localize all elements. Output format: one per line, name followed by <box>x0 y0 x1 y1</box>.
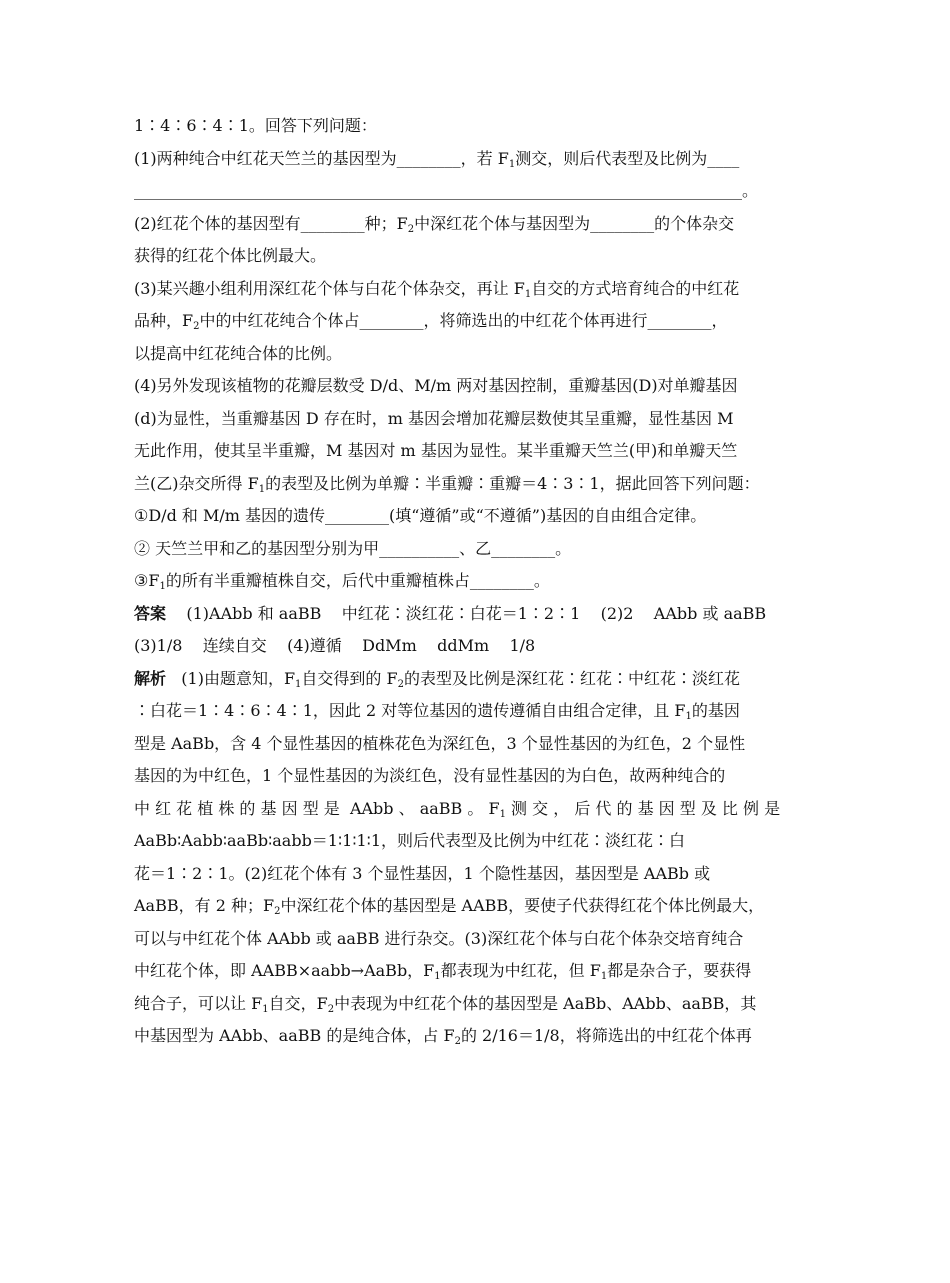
answer-line-2 <box>134 636 824 656</box>
text-segment: (3)某兴趣小组利用深红花个体与白花个体杂交，再让 F <box>134 278 525 298</box>
subscript: 2 <box>397 678 404 690</box>
analysis-line <box>134 669 824 689</box>
text-segment: 的表型及比例是深红花∶红花∶中红花∶淡红花 <box>404 668 741 688</box>
text-segment: (d)为显性，当重瓣基因 D 存在时，m 基因会增加花瓣层数使其呈重瓣，显性基因 M <box>134 408 734 428</box>
section-label: 答案 <box>134 603 167 623</box>
text-segment: 获得的红花个体比例最大。 <box>134 246 327 265</box>
subscript: 1 <box>295 678 302 690</box>
text-segment: 纯合子，可以让 F <box>134 993 263 1013</box>
text-segment: 无此作用，使其呈半重瓣，M 基因对 m 基因为显性。某半重瓣天竺兰(甲)和单瓣天竺 <box>134 441 738 460</box>
text-segment: 1∶4∶6∶4∶1。回答下列问题： <box>134 116 377 135</box>
text-segment: (1)由题意知，F <box>166 668 296 688</box>
text-segment: 兰(乙)杂交所得 F <box>134 473 259 493</box>
text-segment: 自交的方式培育纯合的中红花 <box>531 278 740 298</box>
subscript: 1 <box>258 483 266 495</box>
text-line-4 <box>134 214 824 234</box>
text-segment: 中的中红花纯合个体占________，将筛选出的中红花个体再进行________， <box>199 311 728 330</box>
text-segment: 花＝1∶2∶1。(2)红花个体有 3 个显性基因，1 个隐性基因，基因型是 AABb 或 <box>134 863 711 883</box>
text-segment: (3)1/8 连续自交 (4)遵循 DdMm ddMm 1/8 <box>134 636 536 655</box>
text-segment: 测 交 ， 后 代 的 基 因 型 及 比 例 是 <box>505 798 781 818</box>
subscript: 2 <box>193 321 200 332</box>
text-segment: 可以与中红花个体 AAbb 或 aaBB 进行杂交。(3)深红花个体与白花个体杂交培育纯合 <box>134 928 744 948</box>
text-segment: ____________________________________________________________________________。 <box>134 181 758 200</box>
text-segment: 都是杂合子，要获得 <box>607 961 752 980</box>
subscript: 1 <box>262 1003 269 1015</box>
text-segment: 测交，则后代表型及比例为____ <box>515 148 740 168</box>
text-line-5 <box>134 246 824 266</box>
subscript: 1 <box>434 971 441 982</box>
text-line-9 <box>134 376 824 396</box>
text-segment: (4)另外发现该植物的花瓣层数受 D/d、M/m 两对基因控制，重瓣基因(D)对单瓣基因 <box>134 376 738 395</box>
subscript: 1 <box>499 808 506 820</box>
text-line-8 <box>134 344 824 364</box>
text-segment: 的所有半重瓣植株自交，后代中重瓣植株占________。 <box>165 571 550 590</box>
text-segment: ∶白花＝1∶4∶6∶4∶1，因此 2 对等位基因的遗传遵循自由组合定律，且 F <box>134 701 686 720</box>
text-line-23 <box>134 831 824 851</box>
text-line-3 <box>134 181 824 201</box>
subscript: 1 <box>685 711 692 722</box>
answer-line <box>134 604 824 624</box>
text-segment: 型是 AaBb，含 4 个显性基因的植株花色为深红色，3 个显性基因的为红色，2 个显性 <box>134 733 746 753</box>
text-segment: 中深红花个体与基因型为________的个体杂交 <box>414 213 735 233</box>
text-segment: 中深红花个体的基因型是 AABB，要使子代获得红花个体比例最大， <box>280 896 765 915</box>
text-segment: 中 红 花 植 株 的 基 因 型 是 AAbb 、 aaBB 。 F <box>134 798 500 818</box>
subscript: 1 <box>524 288 532 300</box>
text-segment: 自交，F <box>268 993 328 1013</box>
text-segment: ①D/d 和 M/m 基因的遗传________(填“遵循”或“不遵循”)基因的自由组合定律。 <box>134 506 707 525</box>
subscript: 2 <box>327 1003 335 1015</box>
text-segment: 的表型及比例为单瓣∶半重瓣∶重瓣＝4∶3∶1，据此回答下列问题： <box>265 473 760 493</box>
subscript: 2 <box>274 906 281 917</box>
subscript: 2 <box>407 223 415 235</box>
subscript: 1 <box>508 158 516 170</box>
text-line-12 <box>134 474 824 494</box>
document-body <box>134 116 824 1059</box>
text-line-7 <box>134 311 824 331</box>
text-line-11 <box>134 441 824 461</box>
text-line-15 <box>134 571 824 591</box>
text-segment: ② 天竺兰甲和乙的基因型分别为甲__________、乙________。 <box>134 538 572 558</box>
text-segment: (1)两种纯合中红花天竺兰的基因型为________，若 F <box>134 148 509 168</box>
text-segment: 中基因型为 AAbb、aaBB 的是纯合体，占 F <box>134 1026 455 1045</box>
text-line-1 <box>134 116 824 136</box>
text-segment: 都表现为中红花，但 F <box>440 961 601 980</box>
text-line-25 <box>134 896 824 916</box>
text-line-2 <box>134 149 824 169</box>
text-line-19 <box>134 701 824 721</box>
text-segment: 基因的为中红色，1 个显性基因的为淡红色，没有显性基因的为白色，故两种纯合的 <box>134 766 726 785</box>
text-line-26 <box>134 929 824 949</box>
text-segment: 自交得到的 F <box>301 668 398 688</box>
text-segment: ③F <box>134 571 160 590</box>
text-segment: (2)红花个体的基因型有________种；F <box>134 213 408 233</box>
text-line-24 <box>134 864 824 884</box>
text-segment: 以提高中红花纯合体的比例。 <box>134 343 343 363</box>
text-segment: AaBB，有 2 种；F <box>134 896 275 915</box>
text-line-10 <box>134 409 824 429</box>
text-line-27 <box>134 961 824 981</box>
text-segment: (1)AAbb 和 aaBB 中红花∶淡红花∶白花＝1∶2∶1 (2)2 AAbb 或 aaBB <box>166 603 767 623</box>
text-line-13 <box>134 506 824 526</box>
subscript: 1 <box>159 581 166 592</box>
subscript: 1 <box>600 971 608 982</box>
section-label: 解析 <box>134 668 167 688</box>
text-line-28 <box>134 994 824 1014</box>
text-segment: 的 2/16＝1/8，将筛选出的中红花个体再 <box>460 1026 752 1045</box>
text-line-21 <box>134 766 824 786</box>
text-segment: AaBb∶Aabb∶aaBb∶aabb＝1∶1∶1∶1，则后代表型及比例为中红花∶淡红花∶白 <box>134 831 686 850</box>
text-segment: 中红花个体，即 AABB×aabb→AaBb，F <box>134 961 435 980</box>
text-segment: 品种，F <box>134 311 194 330</box>
text-line-6 <box>134 279 824 299</box>
text-line-14 <box>134 539 824 559</box>
text-line-20 <box>134 734 824 754</box>
subscript: 2 <box>454 1036 461 1047</box>
text-segment: 的基因 <box>691 701 740 720</box>
text-line-29 <box>134 1026 824 1046</box>
text-line-22 <box>134 799 824 819</box>
text-segment: 中表现为中红花个体的基因型是 AaBb、AAbb、aaBB，其 <box>334 993 757 1013</box>
